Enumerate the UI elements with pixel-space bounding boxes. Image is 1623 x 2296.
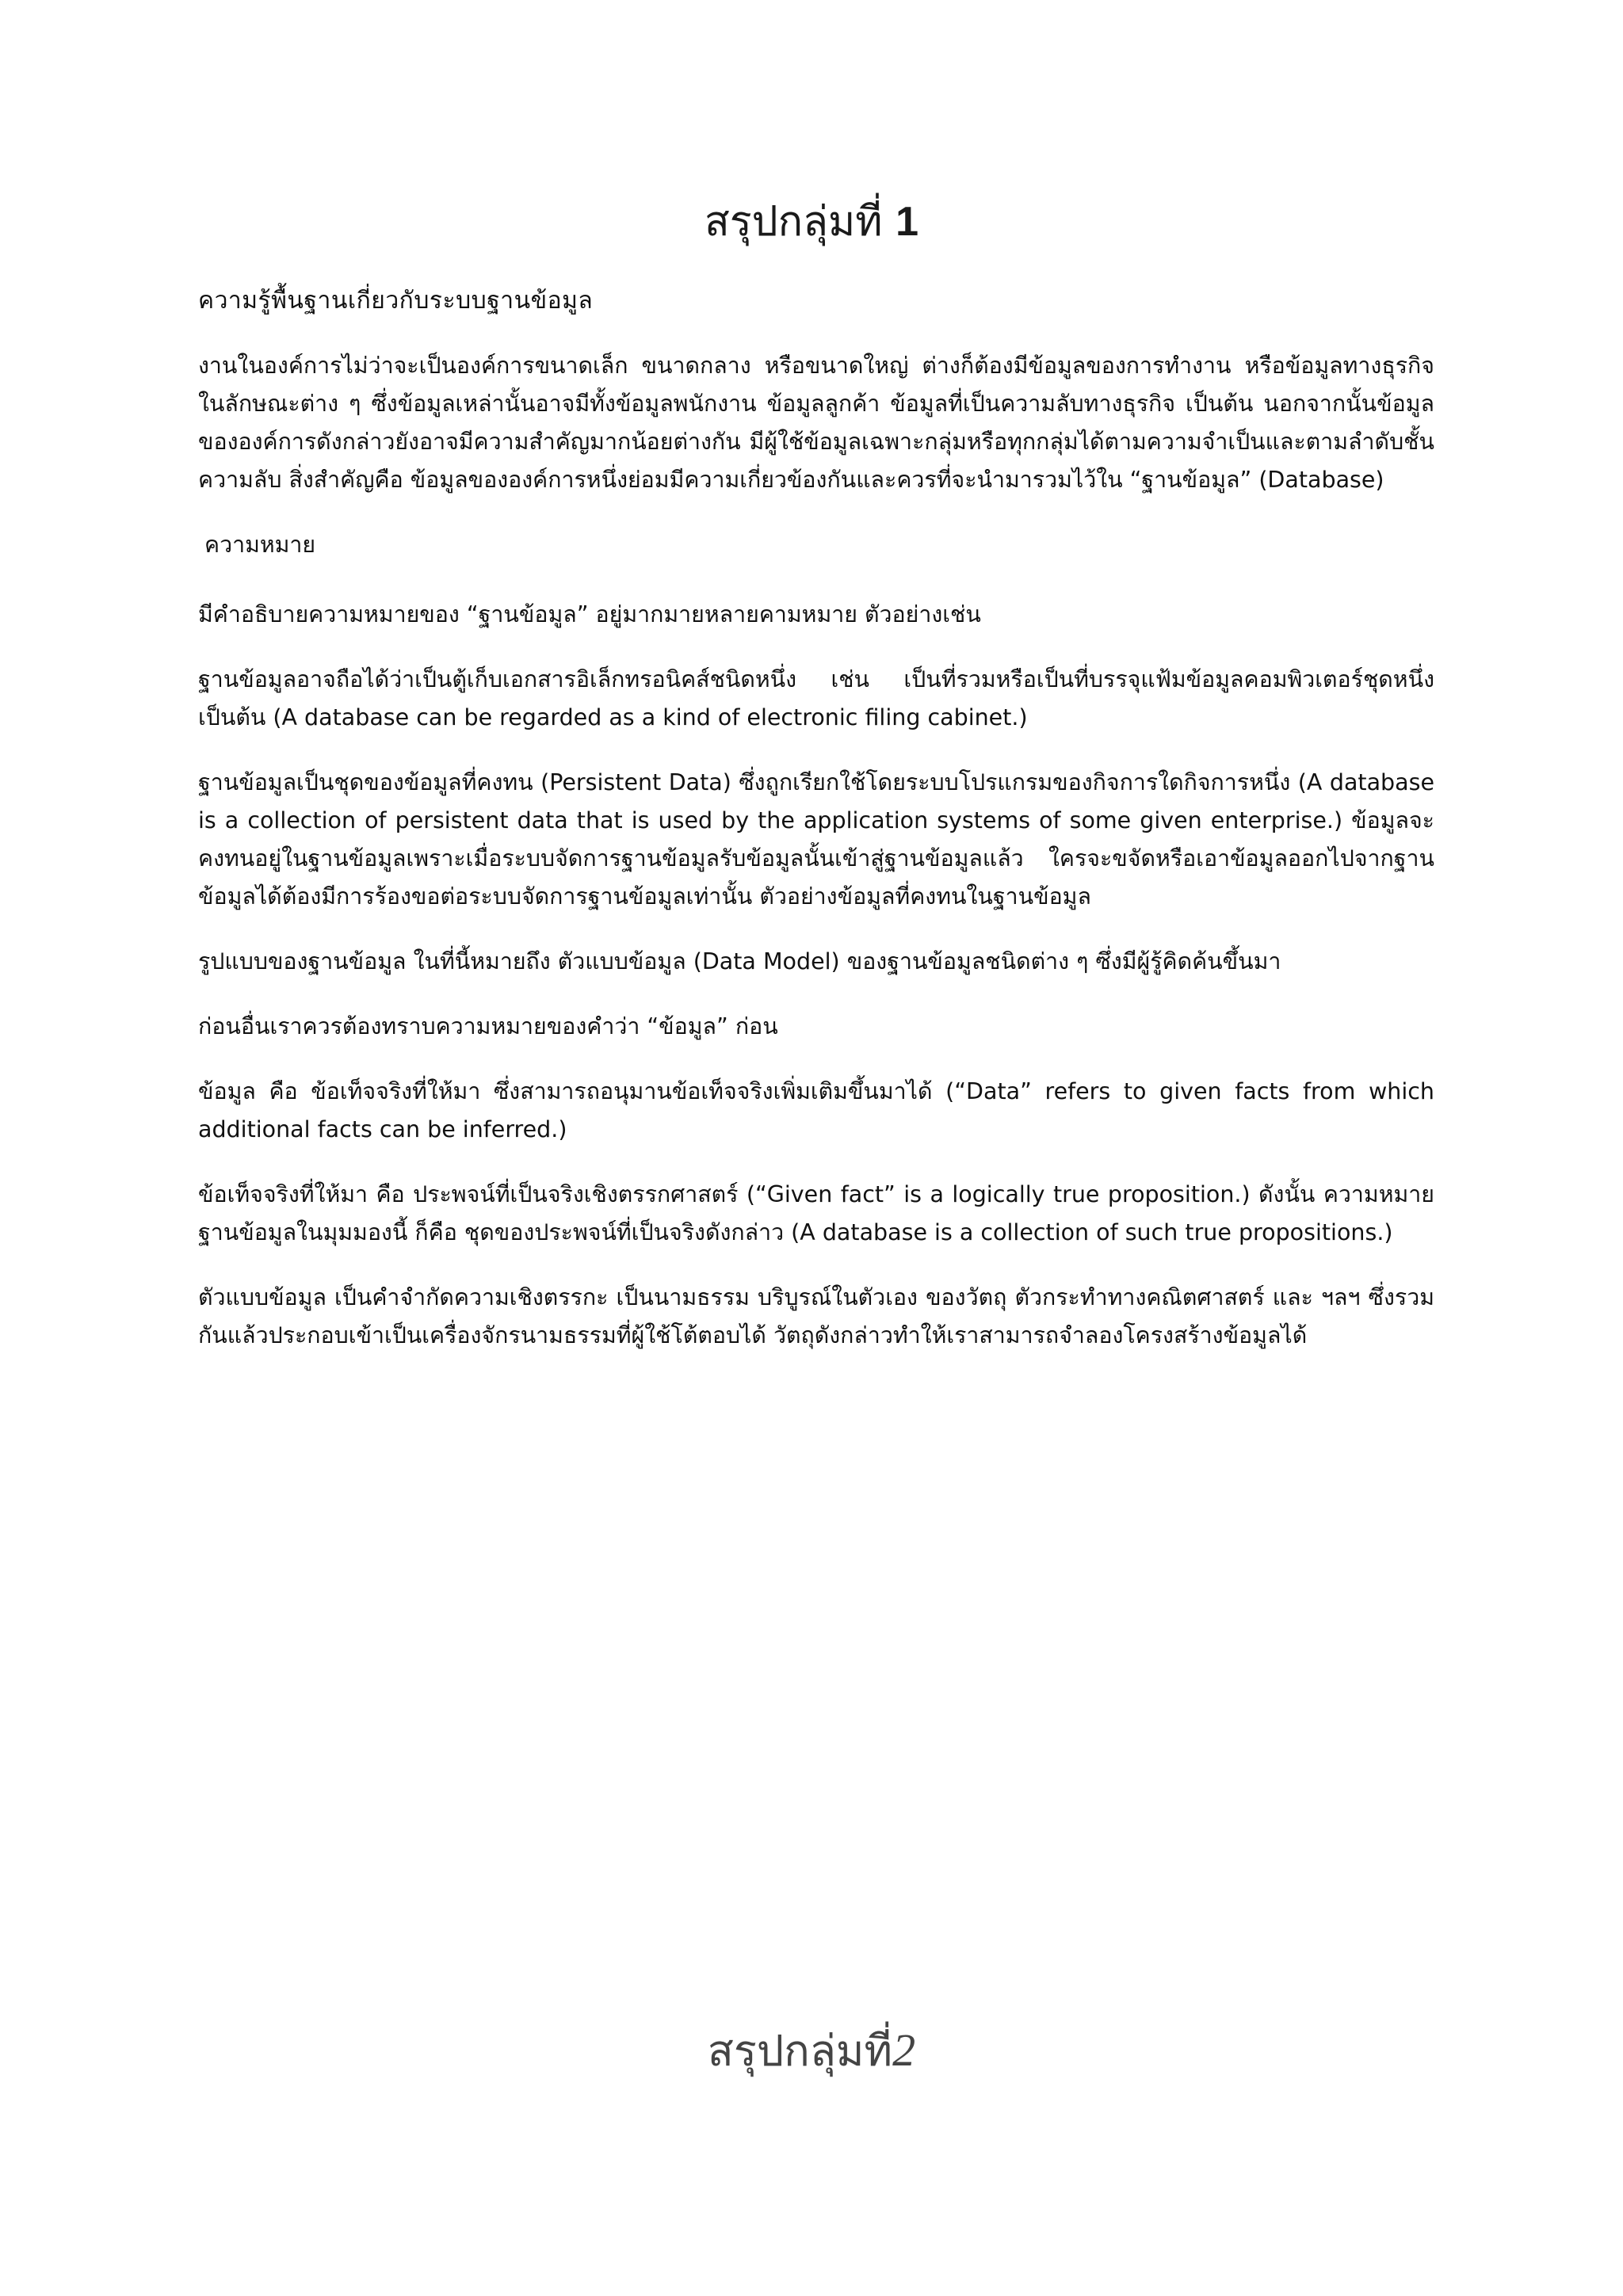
paragraph-meaning-of-data: ก่อนอื่นเราควรต้องทราบความหมายของคำว่า “ข้อมูล” ก่อน (198, 1013, 778, 1039)
group-1-title (0, 190, 1623, 254)
group-1-title-number: 1 (896, 199, 919, 245)
intro-paragraph: งานในองค์การไม่ว่าจะเป็นองค์การขนาดเล็ก ขนาดกลาง หรือขนาดใหญ่ ต่างก็ต้องมีข้อมูลของการทำงาน หรือข้อมูลทางธุรกิจในลักษณะต่าง ๆ ซึ่งข้อมูลเหล่านั้นอาจมีทั้งข้อมูลพนักงาน ข้อมูลลูกค้า ข้อมูลที่เป็นความลับทางธุรกิจ เป็นต้น นอกจากนั้นข้อมูลขององค์การดังกล่าวยังอาจมีความสำคัญมากน้อยต่างกัน มีผู้ใช้ข้อมูลเฉพาะกลุ่มหรือทุกกลุ่มได้ตามความจำเป็นและตามลำดับชั้นความลับ สิ่งสำคัญคือ ข้อมูลขององค์การหนึ่งย่อมมีความเกี่ยวข้องกันและควรที่จะนำมารวมไว้ใน “ฐานข้อมูล” (Database) (198, 353, 1434, 493)
paragraph-persistent-data: ฐานข้อมูลเป็นชุดของข้อมูลที่คงทน (Persistent Data) ซึ่งถูกเรียกใช้โดยระบบโปรแกรมของกิจการใดกิจการหนึ่ง (A database is a collection of persistent data that is used by the application systems of some given enterprise.) ข้อมูลจะคงทนอยู่ในฐานข้อมูลเพราะเมื่อระบบจัดการฐานข้อมูลรับข้อมูลนั้นเข้าสู่ฐานข้อมูลแล้ว ใครจะขจัดหรือเอาข้อมูลออกไปจากฐานข้อมูลได้ต้องมีการร้องขอต่อระบบจัดการฐานข้อมูลเท่านั้น ตัวอย่างข้อมูลที่คงทนในฐานข้อมูล (198, 769, 1434, 910)
group-1-title-text: สรุปกลุ่มที่ (704, 198, 896, 246)
paragraph-data-definition: ข้อมูล คือ ข้อเท็จจริงที่ให้มา ซึ่งสามารถอนุมานข้อเท็จจริงเพิ่มเติมขึ้นมาได้ (“Data” refers to given facts from which additional facts can be inferred.) (198, 1078, 1434, 1142)
group-2-title-text: สรุปกลุ่มที่ (707, 2026, 893, 2076)
paragraph-data-model: รูปแบบของฐานข้อมูล ในที่นี้หมายถึง ตัวแบบข้อมูล (Data Model) ของฐานข้อมูลชนิดต่าง ๆ ซึ่งมีผู้รู้คิดค้นขึ้นมา (198, 948, 1281, 974)
group-2-title (0, 2019, 1623, 2083)
paragraph-data-model-definition: ตัวแบบข้อมูล เป็นคำจำกัดความเชิงตรรกะ เป็นนามธรรม บริบูรณ์ในตัวเอง ของวัตถุ ตัวกระทำทางคณิตศาสตร์ และ ฯลฯ ซึ่งรวมกันแล้วประกอบเข้าเป็นเครื่องจักรนามธรรมที่ผู้ใช้โต้ตอบได้ วัตถุดังกล่าวทำให้เราสามารถจำลองโครงสร้างข้อมูลได้ (198, 1284, 1434, 1348)
paragraph-filing-cabinet: ฐานข้อมูลอาจถือได้ว่าเป็นตู้เก็บเอกสารอิเล็กทรอนิคส์ชนิดหนึ่ง เช่น เป็นที่รวมหรือเป็นที่บรรจุแฟ้มข้อมูลคอมพิวเตอร์ชุดหนึ่ง เป็นต้น (A database can be regarded as a kind of electronic filing cabinet.) (198, 666, 1434, 730)
section-heading: ความรู้พื้นฐานเกี่ยวกับระบบฐานข้อมูล (198, 287, 594, 315)
group-2-title-number: 2 (892, 2024, 916, 2076)
paragraph-given-fact: ข้อเท็จจริงที่ให้มา คือ ประพจน์ที่เป็นจริงเชิงตรรกศาสตร์ (“Given fact” is a logically true proposition.) ดังนั้น ความหมายฐานข้อมูลในมุมมองนี้ ก็คือ ชุดของประพจน์ที่เป็นจริงดังกล่าว (A database is a collection of such true propositions.) (198, 1181, 1434, 1245)
document-body (198, 282, 1434, 1382)
meaning-heading: ความหมาย (204, 532, 316, 558)
paragraph-definition-intro: มีคำอธิบายความหมายของ “ฐานข้อมูล” อยู่มากมายหลายคามหมาย ตัวอย่างเช่น (198, 601, 981, 627)
